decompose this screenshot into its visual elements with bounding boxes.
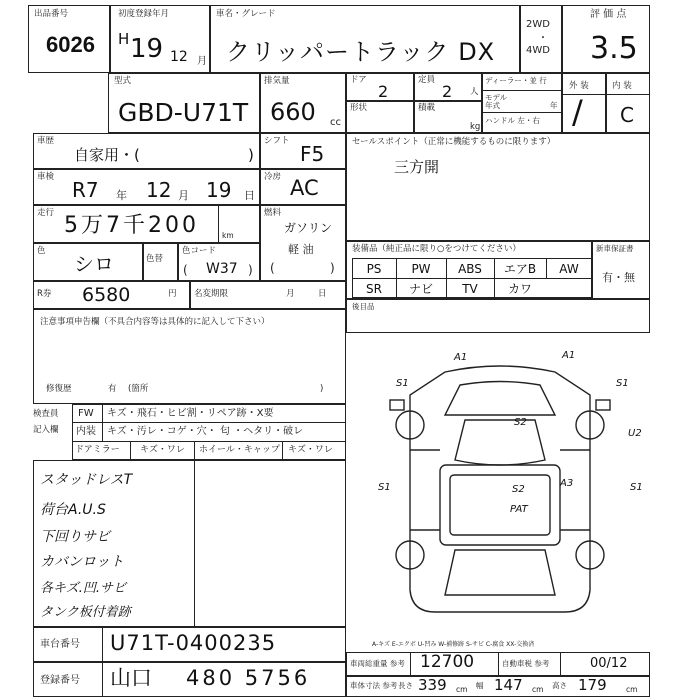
first-reg-era: H <box>118 30 130 48</box>
model-year-label: モデル 年式 <box>485 93 508 110</box>
check-mirror-head: ドアミラー <box>75 445 120 455</box>
repaint-label: 色替 <box>146 254 164 264</box>
dims-unit-2: cm <box>532 685 544 694</box>
listing-no-label: 出品番号 <box>34 9 69 19</box>
history-value: 自家用・( <box>74 146 140 164</box>
fuel-label: 燃料 <box>264 208 282 218</box>
rear-outline <box>445 550 555 595</box>
recycle-label: R券 <box>37 289 52 299</box>
mileage-value: 5万7千200 <box>64 213 199 238</box>
gvw-label: 車両総重量 参考 <box>350 659 405 668</box>
ac-value: AC <box>290 176 319 200</box>
dmg-s1-left: S1 <box>378 482 391 493</box>
dmg-pat: PAT <box>510 504 528 515</box>
interior-value: C <box>620 103 634 127</box>
fuel-paren-close: ) <box>330 261 335 275</box>
history-cell <box>33 133 260 169</box>
first-reg-month-unit: 月 <box>197 56 207 67</box>
equip-sr: SR <box>366 282 382 296</box>
equip-tv: TV <box>462 282 478 296</box>
inspector-label-2: 記入欄 <box>33 425 59 435</box>
history-label: 車歴 <box>37 136 55 146</box>
remark-1: スタッドレスT <box>40 472 133 488</box>
grade-score-label: 評 価 点 <box>590 9 627 20</box>
notes-label: 注意事項申告欄（不具合内容等は具体的に記入して下さい） <box>40 317 270 327</box>
fuel-paren-open: ( <box>270 261 275 275</box>
recycle-value: 6580 <box>82 284 131 306</box>
doors-label: ドア <box>350 75 367 85</box>
check-fw-head: FW <box>78 408 94 419</box>
check-fw-items: キズ・飛石・ヒビ割・リペア跡・X要 <box>107 408 274 419</box>
color-label: 色 <box>37 246 46 256</box>
grade-score-value: 3.5 <box>590 31 638 66</box>
repair-value: 有 <box>108 384 117 394</box>
first-reg-year: 19 <box>130 34 164 64</box>
model-grade-value: クリッパートラック DX <box>226 38 496 66</box>
equip-airbag: エアB <box>503 262 537 276</box>
title-change-day: 日 <box>318 289 327 299</box>
recycle-unit: 円 <box>168 289 177 299</box>
repair-parts: (箇所 <box>128 384 149 394</box>
equip-ps: PS <box>366 262 382 276</box>
dims-length-label: 長さ <box>398 681 413 690</box>
sales-points-value: 三方開 <box>394 158 440 176</box>
inspection-year-unit: 年 <box>116 189 127 202</box>
dims-unit-1: cm <box>456 685 468 694</box>
first-reg-month: 12 <box>170 49 188 65</box>
bed-outline <box>440 465 560 545</box>
dmg-a1-left: A1 <box>454 352 468 363</box>
check-int-head: 内装 <box>76 426 96 437</box>
mileage-unit: km <box>222 231 234 240</box>
capacity-label: 定員 <box>418 75 436 85</box>
title-change-month: 月 <box>286 289 295 299</box>
doors-value: 2 <box>378 82 389 101</box>
color-code-paren-open: ( <box>183 263 188 277</box>
repair-close: ) <box>320 384 324 394</box>
dealer-label: ディーラー・並 行 <box>485 76 547 85</box>
chassis-value: U71T-0400235 <box>110 631 277 655</box>
dims-head: 車体寸法 参考 <box>350 681 398 690</box>
model-year-unit: 年 <box>550 101 558 110</box>
remark-6: タンク板付着跡 <box>40 605 131 620</box>
exterior-value: / <box>572 93 583 131</box>
inspection-day-unit: 日 <box>244 189 255 202</box>
inspection-era: R7 <box>72 178 99 202</box>
remark-5: 各キズ.凹.サビ <box>40 581 127 596</box>
color-code-label: 色コード <box>182 246 217 256</box>
later-install-cell <box>346 299 650 333</box>
later-install-label: 後目品 <box>352 302 375 311</box>
check-mirror-items: キズ・ワレ <box>140 445 185 455</box>
equip-pw: PW <box>411 262 431 276</box>
shape-label: 形状 <box>350 103 368 113</box>
color-code-value: W37 <box>206 261 238 277</box>
drive-dot: ・ <box>538 33 548 44</box>
remark-4: カバンロット <box>40 554 124 570</box>
dmg-a1-right: A1 <box>562 350 576 361</box>
plate-label: 登録番号 <box>40 675 80 686</box>
plate-number: 480 5756 <box>186 666 311 690</box>
inspection-month-unit: 月 <box>178 189 189 202</box>
exterior-label: 外 装 <box>569 81 589 91</box>
color-value: シロ <box>74 252 114 276</box>
equip-abs: ABS <box>458 262 482 276</box>
handle-label: ハンドル 左・右 <box>485 116 540 125</box>
dims-height-label: 高さ <box>552 681 567 690</box>
new-warranty-label: 新車保証書 <box>596 244 634 253</box>
dims-width-label: 幅 <box>476 681 484 690</box>
tax-label: 自動車税 参考 <box>502 659 550 668</box>
inspector-label-1: 検査員 <box>33 409 59 419</box>
inspection-label: 車検 <box>37 172 55 182</box>
dmg-u2: U2 <box>628 428 642 439</box>
damage-legend: A-キズ E-エクボ U-凹み W-補修跡 S-サビ C-腐食 XX-交換済 <box>372 641 535 648</box>
model-code-label: 型式 <box>114 76 132 86</box>
load-unit: kg <box>470 122 481 132</box>
displacement-label: 排気量 <box>264 76 290 86</box>
displacement-value: 660 <box>270 98 316 126</box>
equip-aw: AW <box>559 262 579 276</box>
cab-outline <box>445 382 555 416</box>
sales-points-label: セールスポイント（正常に機能するものに限ります） <box>352 137 556 147</box>
equipment-label: 装備品（純正品に限り○をつけてください） <box>352 244 521 254</box>
dmg-s1-tl: S1 <box>396 378 409 389</box>
first-reg-label: 初度登録年月 <box>118 9 170 19</box>
check-wheel-head: ホイール・キャップ <box>199 445 280 455</box>
load-label: 積載 <box>418 103 436 113</box>
equip-leather: カワ <box>507 282 532 296</box>
remark-3: 下回りサビ <box>40 529 110 545</box>
capacity-unit: 人 <box>470 87 479 97</box>
tax-value: 00/12 <box>590 656 628 671</box>
equip-navi: ナビ <box>408 282 433 296</box>
dims-length: 339 <box>418 676 447 694</box>
fuel-value: ガソリン <box>284 221 333 235</box>
fuel-alt: 軽 油 <box>288 243 314 256</box>
ac-label: 冷房 <box>264 172 282 182</box>
roof-panel <box>455 420 545 465</box>
inspection-day: 19 <box>206 178 232 202</box>
dims-width: 147 <box>494 676 523 694</box>
gvw-value: 12700 <box>420 652 475 672</box>
dims-height: 179 <box>578 676 607 694</box>
plate-region: 山口 <box>110 666 152 690</box>
mileage-label: 走行 <box>37 208 55 218</box>
remark-2: 荷台A.U.S <box>40 502 106 518</box>
inspection-month: 12 <box>146 178 172 202</box>
drive-2wd: 2WD <box>526 19 550 30</box>
title-change-label: 名変期限 <box>194 289 229 299</box>
body-outline <box>410 366 590 612</box>
check-int-items: キズ・汚レ・コゲ・穴・ 匂 ・ヘタリ・破レ <box>107 426 304 437</box>
history-close: ) <box>248 146 254 164</box>
repair-label: 修復歴 <box>46 384 72 394</box>
model-grade-label: 車名・グレード <box>216 9 276 19</box>
drive-4wd: 4WD <box>526 45 550 56</box>
shift-value: F5 <box>300 142 325 166</box>
interior-label: 内 装 <box>612 81 632 91</box>
model-code-value: GBD-U71T <box>118 98 249 127</box>
new-warranty-value: 有・無 <box>602 271 635 284</box>
color-code-paren-close: ) <box>248 263 253 277</box>
capacity-value: 2 <box>442 82 453 101</box>
shift-label: シフト <box>264 136 290 146</box>
dmg-s2-bed: S2 <box>512 484 525 495</box>
dims-unit-3: cm <box>626 685 638 694</box>
dmg-s1-tr: S1 <box>616 378 629 389</box>
check-wheel-items: キズ・ワレ <box>288 445 333 455</box>
sales-points-cell <box>346 133 650 241</box>
displacement-unit: cc <box>330 117 341 128</box>
listing-no-value: 6026 <box>46 32 95 57</box>
dmg-a3: A3 <box>560 478 574 489</box>
dmg-s1-right: S1 <box>630 482 643 493</box>
dmg-s2-top: S2 <box>514 417 527 428</box>
vehicle-damage-diagram <box>350 340 650 625</box>
chassis-label: 車台番号 <box>40 639 80 650</box>
